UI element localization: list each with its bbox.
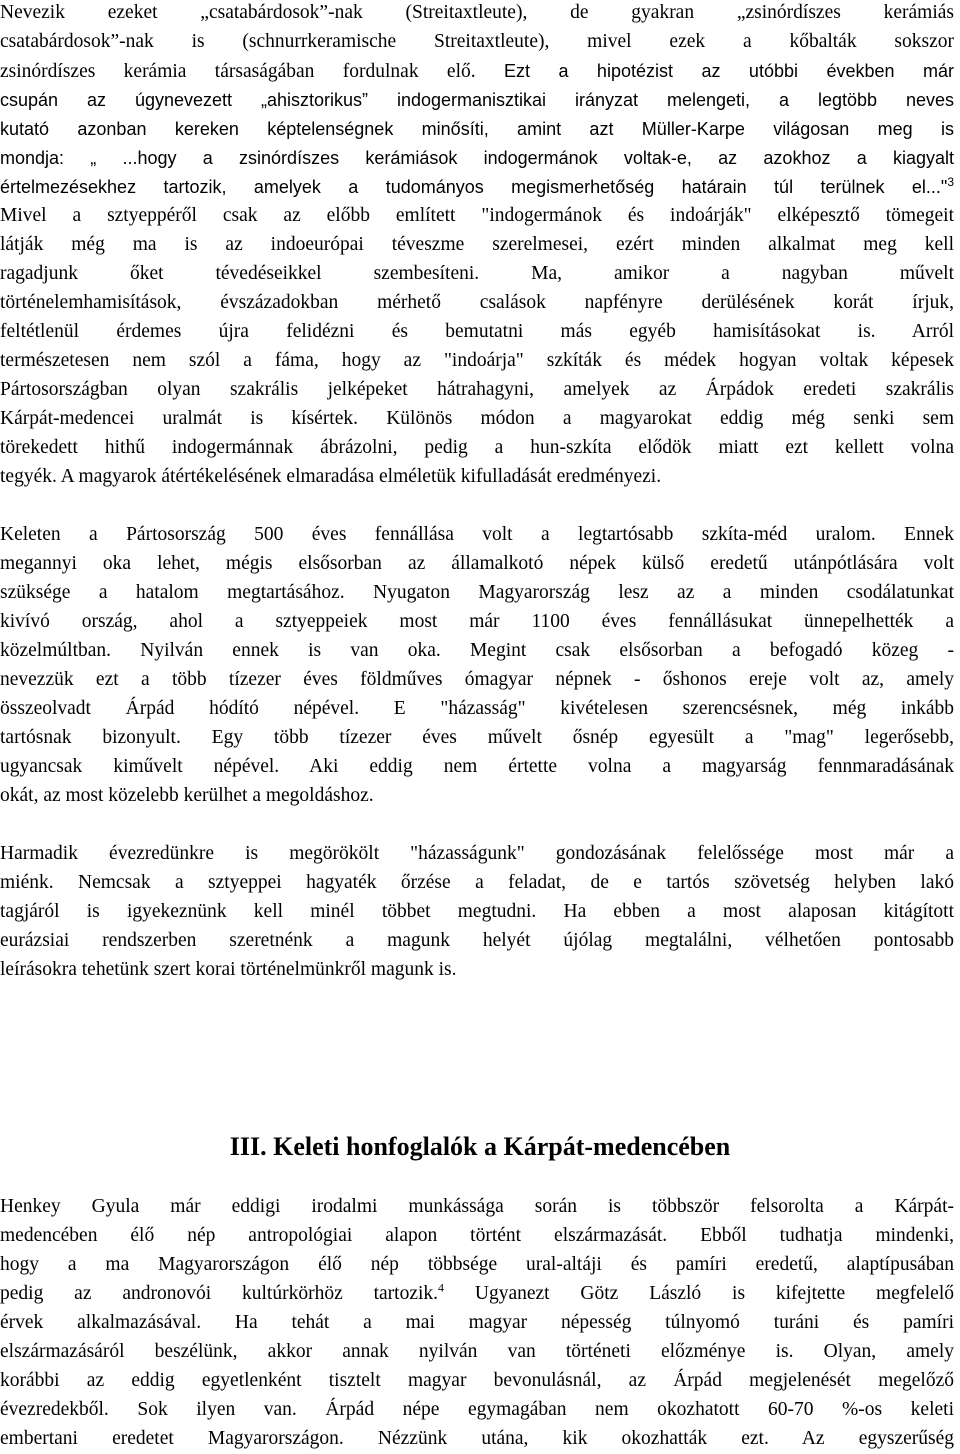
text-line: csupán az úgynevezett „ahisztorikus” indogermanisztikai irányzat melengeti, a legtöbb neves — [0, 90, 954, 110]
text-line: miénk. Nemcsak a sztyeppei hagyaték őrzése a feladat, de e tartós szövetség helyben lakó — [0, 872, 954, 893]
section-heading: III. Keleti honfoglalók a Kárpát-medencében — [229, 1132, 731, 1161]
text-line: feltétlenül érdemes újra felidézni és bemutatni más egyéb hamisításokat is. Arról — [0, 321, 954, 342]
text-line: Harmadik évezredünkre is megörökölt "házasságunk" gondozásának felelőssége most már a — [0, 843, 954, 864]
text-line — [0, 174, 954, 200]
text-line: korábbi az eddig egyetlenként tisztelt magyar bevonulásnál, az Árpád megjelenését megelőző — [0, 1370, 954, 1391]
text-line: okát, az most közelebb kerülhet a megoldáshoz. — [0, 785, 374, 806]
text-line: közelmúltban. Nyilván ennek is van oka. Megint csak elsősorban a befogadó közeg - — [0, 640, 954, 661]
text-segment: pedig az andronovói kultúrkörhöz tartozik. — [0, 1283, 439, 1304]
text-line: Kárpát-medencei uralmát is kísértek. Különös módon a magyarokat eddig még senki sem — [0, 408, 954, 429]
text-line: Henkey Gyula már eddigi irodalmi munkássága során is többször felsorolta a Kárpát- — [0, 1196, 954, 1217]
text-line: kivívó ország, ahol a sztyeppeiek most már 1100 éves fennállásukat ünnepelhették a — [0, 611, 954, 632]
text-segment: Ugyanezt Götz László is kifejtette megfelelő — [444, 1283, 954, 1304]
text-line: évezredekből. Sok ilyen van. Árpád népe egymagában nem okozhatott 60-70 %-os keleti — [0, 1399, 954, 1420]
text-line: szüksége a hatalom megtartásához. Nyugaton Magyarország lesz az a minden csodálatunkat — [0, 582, 954, 603]
text-line: természetesen nem szól a fáma, hogy az "indoárja" szkíták és médek hogyan voltak képesek — [0, 350, 954, 371]
text-line: leírásokra tehetünk szert korai történelmünkről magunk is. — [0, 959, 457, 980]
text-line: történelemhamisítások, évszázadokban mérhető csalások napfényre derülésének korát írjuk, — [0, 292, 954, 313]
text-line: Nevezik ezeket „csatabárdosok”-nak (Streitaxtleute), de gyakran „zsinórdíszes kerámiás — [0, 2, 954, 23]
text-line: ragadjunk őket tévedéseikkel szembesíteni. Ma, amikor a nagyban művelt — [0, 263, 954, 284]
text-line: ugyancsak kiművelt népével. Aki eddig nem értette volna a magyarság fennmaradásának — [0, 756, 954, 777]
text-line: tegyék. A magyarok átértékelésének elmaradása elméletük kifulladását eredményezi. — [0, 466, 662, 487]
text-line: elszármazásáról beszélünk, akkor annak nyilván van történeti előzménye is. Olyan, amely — [0, 1341, 954, 1362]
text-line — [0, 58, 954, 84]
footnote-ref-4[interactable]: 4 — [438, 1280, 445, 1295]
text-line: törekedett hithű indogermánnak ábrázolni, pedig a hun-szkíta elődök miatt ezt kellett volna — [0, 437, 954, 458]
quote-text: értelmezésekhez tartozik, amelyek a tudományos megismerhetőség határain túl terülnek el..." — [0, 177, 948, 197]
text-line: embertani eredetet Magyarországon. Nézzünk utána, kik okozhatták ezt. Az egyszerűség — [0, 1428, 954, 1449]
text-line: eurázsiai rendszerben szeretnénk a magunk helyét újólag megtalálni, vélhetően pontosabb — [0, 930, 954, 951]
text-line — [0, 1281, 954, 1307]
text-segment-sans: Ezt a hipotézist az utóbbi években már — [503, 61, 954, 81]
text-line: mondja: „ ...hogy a zsinórdíszes kerámiások indogermánok voltak-e, az azokhoz a kiagyalt — [0, 148, 954, 168]
text-line: érvek alkalmazásával. Ha tehát a mai magyar népesség túlnyomó turáni és pamíri — [0, 1312, 954, 1333]
text-line: medencében élő nép antropológiai alapon történt elszármazását. Ebből tudhatja mindenki, — [0, 1225, 954, 1246]
text-line: tartósnak bizonyult. Egy több tízezer éves művelt ősnép egyesült a "mag" legerősebb, — [0, 727, 954, 748]
text-line: tagjáról is igyekeznünk kell minél többet megtudni. Ha ebben a most alaposan kitágított — [0, 901, 954, 922]
text-line: látják még ma is az indoeurópai téveszme szerelmesei, ezért minden alkalmat meg kell — [0, 234, 954, 255]
text-line: nevezzük ezt a több tízezer éves földműves ómagyar népnek - őshonos ereje volt az, amely — [0, 669, 954, 690]
text-line: kutató azonban kereken képtelenségnek minősíti, amint azt Müller-Karpe világosan meg is — [0, 119, 954, 139]
text-line: Mivel a sztyeppéről csak az előbb említett "indogermánok és indoárják" elképesztő tömegeit — [0, 205, 954, 226]
text-segment-serif: zsinórdíszes kerámia társaságában fordulnak elő. — [0, 61, 504, 82]
footnote-ref-3[interactable]: 3 — [947, 175, 954, 189]
text-line: megannyi oka lehet, mégis elsősorban az államalkotó népek külső eredetű utánpótlására volt — [0, 553, 954, 574]
text-line: csatabárdosok”-nak is (schnurrkeramische Streitaxtleute), mivel ezek a kőbalták sokszor — [0, 31, 954, 52]
text-line: összeolvadt Árpád hódító népével. E "házasság" kivételesen szerencsésnek, még inkább — [0, 698, 954, 719]
text-line: Keleten a Pártosország 500 éves fennállása volt a legtartósabb szkíta-méd uralom. Ennek — [0, 524, 954, 545]
text-line: hogy a ma Magyarországon élő nép többsége ural-altáji és pamíri eredetű, alaptípusában — [0, 1254, 954, 1275]
text-line: Pártosországban olyan szakrális jelképeket hátrahagyni, amelyek az Árpádok eredeti szakrális — [0, 379, 954, 400]
